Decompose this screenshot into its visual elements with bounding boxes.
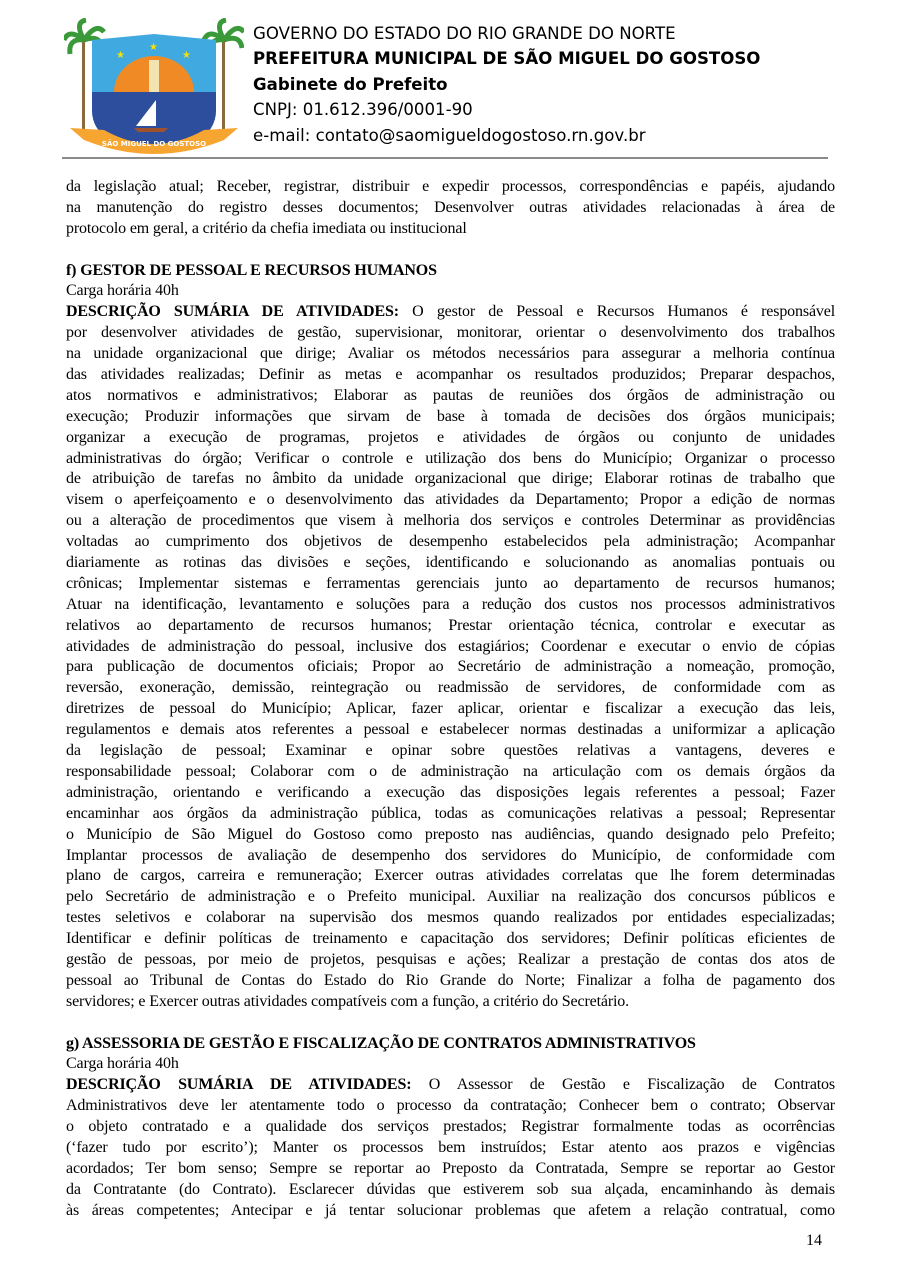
text-line: atividades de administração do pessoal, inclusive dos estagiários; Coordenar e executar o envio de cópias xyxy=(66,637,835,655)
document-body xyxy=(66,177,835,1222)
office-name: Gabinete do Prefeito xyxy=(253,74,448,94)
text-line: diretrizes de pessoal do Município; Aplicar, fazer aplicar, orientar e fiscalizar a execução das leis, xyxy=(66,700,835,718)
blank-line xyxy=(66,1013,835,1034)
description-label: DESCRIÇÃO SUMÁRIA DE ATIVIDADES: xyxy=(66,303,399,321)
municipal-coat-of-arms-logo xyxy=(64,18,244,158)
text-line: o objeto contratado e a qualidade dos serviços prestados; Registrar formalmente todas as ocorrências xyxy=(66,1118,835,1136)
svg-text:★: ★ xyxy=(116,50,125,61)
text-line: servidores; e Exercer outras atividades compatíveis com a função, a critério do Secretário. xyxy=(66,992,629,1010)
text-line: responsabilidade pessoal; Colaborar com o de administração na articulação com os demais órgãos da xyxy=(66,762,835,780)
text-line: execução; Produzir informações que sirvam de base à tomada de decisões dos órgãos municipais; xyxy=(66,407,835,425)
text-line: relativos ao departamento de recursos humanos; Prestar orientação técnica, controlar e executar as xyxy=(66,616,835,634)
text-line: regulamentos e demais atos referentes a pessoal e estabelecer normas destinadas a uniformizar a aplicação xyxy=(66,721,835,739)
text-line: visem o aperfeiçoamento e o desenvolvimento das atividades da Departamento; Propor a edição de normas xyxy=(66,491,835,509)
logo-ribbon-text: SÃO MIGUEL DO GOSTOSO xyxy=(101,140,207,148)
text-line: da legislação atual; Receber, registrar, distribuir e expedir processos, correspondências e papéis, ajudando xyxy=(66,178,835,195)
text-line: pelo Secretário de administração e o Prefeito municipal. Auxiliar na realização dos concursos públicos e xyxy=(66,888,835,906)
text-line: (‘fazer tudo por escrito’); Manter os processos bem instruídos; Estar atento aos prazos e vigências xyxy=(66,1138,835,1156)
text-line: voltadas ao cumprimento dos objetivos de desempenho estabelecidos pela administração; Acompanhar xyxy=(66,533,835,551)
text-line: pessoal ao Tribunal de Contas do Estado do Rio Grande do Norte; Finalizar a folha de pagamento dos xyxy=(66,971,835,989)
text-line: às áreas competentes; Antecipar e já tentar solucionar problemas que afetem a relação contratual, como xyxy=(66,1201,835,1219)
description-label: DESCRIÇÃO SUMÁRIA DE ATIVIDADES: xyxy=(66,1076,412,1094)
text-line: organizar a execução de programas, projetos e atividades de órgãos ou conjunto de unidades xyxy=(66,428,835,446)
text-line: para publicação de documentos oficiais; Propor ao Secretário de administração a nomeação, promoção, xyxy=(66,658,835,676)
text-line: da legislação de pessoal; Examinar e opinar sobre questões relativas a vantagens, deveres e xyxy=(66,742,835,760)
text-line: ou a alteração de procedimentos que visem à melhoria dos serviços e controles Determinar as providências xyxy=(66,512,835,530)
text-line: gestão de pessoas, por meio de projetos, pesquisas e ações; Realizar a prestação de contas dos atos de xyxy=(66,950,835,968)
text-line: diariamente as rotinas das divisões e seções, identificando e solucionando as anomalias pontuais ou xyxy=(66,554,835,572)
text-line: na manutenção do registro desses documentos; Desenvolver outras atividades relacionadas à área de xyxy=(66,198,835,216)
municipality-name: PREFEITURA MUNICIPAL DE SÃO MIGUEL DO GOSTOSO xyxy=(253,49,761,69)
state-government-line: GOVERNO DO ESTADO DO RIO GRANDE DO NORTE xyxy=(253,24,676,43)
letterhead xyxy=(0,0,900,170)
text-line-content: O Assessor de Gestão e Fiscalização de Contratos xyxy=(411,1076,835,1094)
text-line: o Município de São Miguel do Gostoso como preposto nas audiências, quando designado pelo Prefeito; xyxy=(66,825,835,843)
text-line: na unidade organizacional que dirige; Avaliar os métodos necessários para assegurar a melhoria contínua xyxy=(66,345,835,363)
text-line: protocolo em geral, a critério da chefia imediata ou institucional xyxy=(66,219,467,237)
text-line: administração, orientando e verificando a execução das disposições legais referentes a pessoal; Fazer xyxy=(66,783,835,801)
text-line: de atribuição de tarefas no âmbito da unidade organizacional que dirige; Elaborar rotinas de trabalho que xyxy=(66,470,835,488)
email-line: e-mail: contato@saomigueldogostoso.rn.gov.br xyxy=(253,125,646,145)
text-line xyxy=(66,302,835,323)
text-line: da Contratante (do Contrato). Esclarecer dúvidas que estiverem sob sua alçada, encaminhando às demais xyxy=(66,1180,835,1198)
text-line: plano de cargos, carreira e remuneração; Exercer outras atividades correlatas que lhe forem determinadas xyxy=(66,867,835,885)
text-line: encaminhar aos órgãos da administração pública, todas as comunicações relativas a pessoal; Representar xyxy=(66,804,835,822)
text-line: por desenvolver atividades de gestão, supervisionar, monitorar, orientar o desenvolvimento dos trabalhos xyxy=(66,324,835,342)
cnpj-line: CNPJ: 01.612.396/0001-90 xyxy=(253,100,473,120)
text-line: Carga horária 40h xyxy=(66,1055,179,1073)
text-line: reversão, exoneração, demissão, reintegração ou readmissão de servidores, de conformidade com as xyxy=(66,679,835,697)
section-heading: g) ASSESSORIA DE GESTÃO E FISCALIZAÇÃO DE CONTRATOS ADMINISTRATIVOS xyxy=(66,1034,696,1052)
blank-line xyxy=(66,240,835,261)
section-heading: f) GESTOR DE PESSOAL E RECURSOS HUMANOS xyxy=(66,261,437,279)
text-line: testes seletivos e colaborar na supervisão dos mesmos quando realizados por entidades especializadas; xyxy=(66,909,835,927)
text-line: Administrativos deve ler atentamente todo o processo da contratação; Conhecer bem o contrato; Observar xyxy=(66,1097,835,1115)
svg-text:★: ★ xyxy=(182,50,191,61)
text-line: atos normativos e administrativos; Elaborar as pautas de reuniões dos órgãos de administração ou xyxy=(66,386,835,404)
svg-text:★: ★ xyxy=(149,42,158,53)
text-line: Identificar e definir políticas de treinamento e capacitação dos servidores; Definir políticas eficientes de xyxy=(66,930,835,948)
text-line: das atividades realizadas; Definir as metas e acompanhar os resultados produzidos; Preparar despachos, xyxy=(66,366,835,384)
text-line: administrativas do órgão; Verificar o controle e utilização dos bens do Município; Organizar o processo xyxy=(66,449,835,467)
text-line: Implantar processos de avaliação de desempenho dos servidores do Município, de conformidade com xyxy=(66,846,835,864)
text-line: crônicas; Implementar sistemas e ferramentas gerenciais junto ao departamento de recursos humanos; xyxy=(66,574,835,592)
header-divider xyxy=(62,157,828,159)
text-line-content: O gestor de Pessoal e Recursos Humanos é responsável xyxy=(398,303,835,321)
text-line: Carga horária 40h xyxy=(66,282,179,300)
text-line: Atuar na identificação, levantamento e soluções para a redução dos custos nos processos administrativos xyxy=(66,595,835,613)
text-line: acordados; Ter bom senso; Sempre se reportar ao Preposto da Contratada, Sempre se reportar ao Gestor xyxy=(66,1159,835,1177)
text-line xyxy=(66,1075,835,1096)
page-number: 14 xyxy=(806,1232,822,1249)
